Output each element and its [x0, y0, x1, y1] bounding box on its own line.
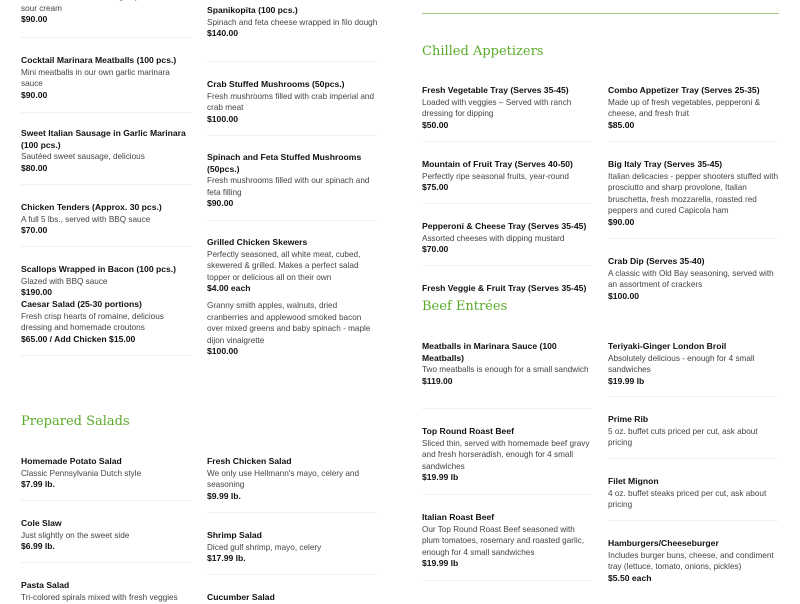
menu-item-title: Meatballs in Marinara Sauce (100 Meatballs) [422, 341, 557, 363]
menu-item-description: 5 oz. buffet cuts priced per cut, ask about pricing [608, 426, 758, 448]
menu-item-description: Fresh crisp hearts of romaine, delicious dressing and homemade croutons [21, 311, 164, 333]
menu-item-price: $5.50 each [608, 572, 652, 583]
menu-item-price: $90.00 [207, 198, 234, 209]
menu-item-title: Mountain of Fruit Tray (Serves 40-50) [422, 159, 573, 169]
menu-item-price: $140.00 [207, 28, 239, 39]
menu-item-title: Combo Appetizer Tray (Serves 25-35) [608, 85, 760, 95]
item-divider [422, 203, 592, 204]
menu-item-description: Diced gulf shrimp, mayo, celery [207, 542, 322, 552]
menu-item-description: Includes burger buns, cheese, and condiment tray (lettuce, tomato, onions, pickles) [608, 550, 774, 572]
item-divider [21, 562, 191, 563]
item-divider [608, 238, 778, 239]
menu-item-title: Pepperoni & Cheese Tray (Serves 35-45) [422, 221, 587, 231]
menu-item [608, 159, 780, 229]
menu-item-price: $70.00 [21, 225, 48, 236]
menu-item-title: Spanikopita (100 pcs.) [207, 5, 298, 15]
menu-item-description: Italian delicacies - pepper shooters stuffed with prosciutto and sharp provolone, Italian bruschetta, fresh mozzarella, roasted red peppers and cured Capicola ham [608, 171, 779, 216]
menu-item-description: sour cream [21, 3, 62, 13]
menu-item [207, 5, 379, 40]
menu-item-description: Our Top Round Roast Beef seasoned with plum tomatoes, rosemary and roasted garlic, enough for 4 small sandwiches [422, 524, 585, 557]
menu-item-title: Crab Dip (Serves 35-40) [608, 256, 705, 266]
beef-entrees-heading: Beef Entrées [422, 299, 508, 314]
menu-item-description: Mini meatballs in our own garlic marinara sauce [21, 67, 170, 89]
menu-item-description: Fresh mushrooms filled with crab imperial and crab meat [207, 91, 374, 113]
menu-item-description: Fresh mushrooms filled with our spinach and feta filling [207, 176, 370, 197]
menu-item [21, 264, 193, 299]
menu-item [422, 426, 594, 484]
menu-item-description: Sautéed sweet sausage, delicious [21, 152, 145, 162]
item-divider [207, 574, 377, 575]
menu-item-price: $19.99 lb [422, 558, 459, 569]
menu-item [608, 414, 780, 449]
menu-item-description: Made up of fresh vegetables, pepperoni & cheese, and fresh fruit [608, 97, 761, 119]
menu-item-title: Fresh Vegetable Tray (Serves 35-45) [422, 85, 569, 95]
menu-item-description: Spinach and feta cheese wrapped in filo dough [207, 17, 378, 27]
item-divider [608, 396, 778, 397]
menu-item-price: $50.00 [422, 119, 449, 130]
chilled-appetizers-heading: Chilled Appetizers [422, 44, 544, 59]
menu-item [608, 476, 780, 511]
menu-item-title: Prime Rib [608, 414, 649, 424]
menu-item [207, 79, 379, 125]
menu-item-title: Fresh Chicken Salad [207, 456, 292, 466]
menu-item-title: Teriyaki-Ginger London Broil [608, 341, 727, 351]
item-divider [207, 220, 377, 221]
menu-item-price: $190.00 [21, 287, 53, 298]
menu-item [207, 530, 379, 565]
menu-item-description: Perfectly ripe seasonal fruits, year-round [422, 171, 569, 181]
menu-item-description: Tri-colored spirals mixed with fresh veggies [21, 592, 178, 602]
menu-item-description: 4 oz. buffet steaks priced per cut, ask about pricing [608, 488, 767, 510]
menu-item-title: Shrimp Salad [207, 530, 262, 540]
item-divider [422, 141, 592, 142]
item-divider [422, 265, 592, 266]
item-divider [207, 61, 377, 62]
menu-item [207, 300, 379, 358]
item-divider [422, 580, 592, 581]
menu-item-description: A full 5 lbs., served with BBQ sauce [21, 214, 151, 224]
item-divider [608, 520, 778, 521]
menu-item [21, 128, 193, 174]
menu-item-title: Italian Roast Beef [422, 512, 495, 522]
menu-item-price: $90.00 [21, 89, 48, 100]
menu-item-price: $90.00 [21, 14, 48, 25]
menu-item-title: Caesar Salad (25-30 portions) [21, 299, 142, 309]
menu-item [422, 512, 594, 570]
menu-item-price: $19.99 lb [608, 375, 645, 386]
menu-item [608, 256, 780, 301]
menu-item-title: Sweet Italian Sausage in Garlic Marinara (100 pcs.) [21, 128, 186, 150]
menu-item-price: $19.99 lb [422, 472, 459, 483]
item-divider [21, 184, 191, 185]
menu-item [608, 341, 780, 387]
item-divider [207, 512, 377, 513]
menu-item-price: $119.00 [422, 375, 453, 386]
item-divider [21, 355, 191, 356]
menu-item-title: Spinach and Feta Stuffed Mushrooms (50pcs.) [207, 152, 362, 174]
menu-item [21, 202, 193, 237]
menu-item-price: $100.00 [207, 113, 239, 124]
menu-item-price: $4.00 each [207, 283, 251, 294]
menu-item [21, 55, 193, 101]
menu-item-price: $80.00 [21, 162, 48, 173]
menu-item-price: $65.00 / Add Chicken $15.00 [21, 333, 136, 344]
item-divider [21, 500, 191, 501]
menu-item-price: $100.00 [608, 290, 640, 301]
menu-item-title: Pasta Salad [21, 580, 70, 590]
menu-item [422, 341, 594, 387]
menu-item-price: $75.00 [422, 182, 449, 193]
menu-item-title: Chicken Tenders (Approx. 30 pcs.) [21, 202, 162, 212]
menu-item-title: Big Italy Tray (Serves 35-45) [608, 159, 723, 169]
menu-item-description: Two meatballs is enough for a small sandwich [422, 365, 589, 375]
menu-item-description: Sliced thin, served with homemade beef gravy and fresh horseradish, enough for 4 small sandwiches [422, 438, 590, 471]
menu-item [422, 159, 594, 194]
item-divider [608, 458, 778, 459]
menu-item [207, 152, 379, 210]
menu-item [207, 592, 379, 604]
menu-item-description: Perfectly seasoned, all white meat, cubed, skewered & grilled. Makes a perfect salad topper or delicious all on their own [207, 249, 361, 282]
menu-item-price: $70.00 [422, 244, 449, 255]
menu-item [207, 237, 379, 295]
menu-item [608, 85, 780, 131]
menu-item [422, 283, 594, 295]
item-divider [21, 246, 191, 247]
menu-item-price: $90.00 [608, 216, 635, 227]
menu-item [21, 518, 193, 553]
menu-item-title: Cocktail Marinara Meatballs (100 pcs.) [21, 55, 177, 65]
menu-item-title: Hamburgers/Cheeseburger [608, 538, 719, 548]
menu-item-description: Glazed with BBQ sauce [21, 276, 108, 286]
menu-item-price: $100.00 [207, 346, 239, 357]
item-divider [422, 494, 592, 495]
item-divider [21, 37, 191, 38]
menu-item-description: Absolutely delicious - enough for 4 small sandwiches [608, 353, 755, 375]
menu-item-description: A classic with Old Bay seasoning, served with an assortment of crackers [608, 268, 774, 290]
menu-item [422, 221, 594, 256]
menu-item-title: Homemade Potato Salad [21, 456, 122, 466]
menu-item-description: Just slightly on the sweet side [21, 530, 130, 540]
menu-item [21, 456, 193, 491]
menu-item-price: $17.99 lb. [207, 553, 246, 564]
menu-item-title: Top Round Roast Beef [422, 426, 514, 436]
menu-item-title: Cucumber Salad [207, 592, 275, 602]
item-divider [422, 408, 592, 409]
menu-item-title: Crab Stuffed Mushrooms (50pcs.) [207, 79, 345, 89]
menu-item [608, 538, 780, 584]
menu-item-title: Scallops Wrapped in Bacon (100 pcs.) [21, 264, 177, 274]
item-divider [608, 141, 778, 142]
menu-item-description: Loaded with veggies – Served with ranch dressing for dipping [422, 97, 572, 119]
menu-item-price: $6.99 lb. [21, 541, 55, 552]
menu-item [422, 85, 594, 131]
menu-item-title: Grilled Chicken Skewers [207, 237, 308, 247]
menu-item-description: Granny smith apples, walnuts, dried cranberries and applewood smoked bacon over mixed greens and baby spinach - maple dijon vinaigrette [207, 301, 371, 345]
menu-item-description: Assorted cheeses with dipping mustard [422, 233, 565, 243]
menu-item [21, 299, 193, 345]
menu-item-description: Classic Pennsylvania Dutch style [21, 468, 142, 478]
menu-item [207, 456, 379, 502]
menu-item [21, 0, 193, 26]
menu-item-title: Filet Mignon [608, 476, 659, 486]
menu-item-title: Cole Slaw [21, 518, 62, 528]
menu-item-price: $9.99 lb. [207, 490, 241, 501]
menu-item-price: $7.99 lb. [21, 479, 55, 490]
menu-item-description: We only use Hellmann's mayo, celery and seasoning [207, 468, 360, 490]
item-divider [207, 135, 377, 136]
menu-item-price: $85.00 [608, 119, 635, 130]
prepared-salads-heading: Prepared Salads [21, 414, 130, 429]
menu-item-title: Fresh Veggie & Fruit Tray (Serves 35-45) [422, 283, 587, 293]
item-divider [21, 112, 191, 113]
